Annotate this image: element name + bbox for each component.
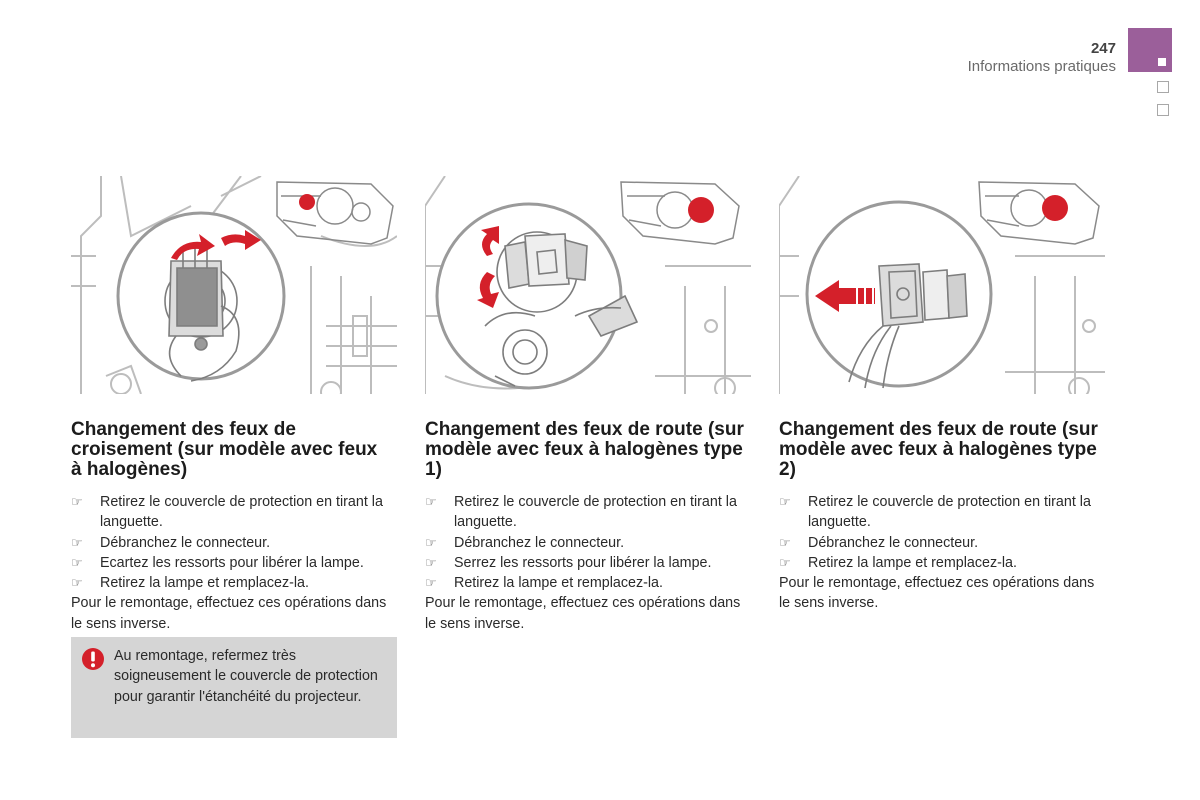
reassembly-note: Pour le remontage, effectuez ces opérations dans le sens inverse. (779, 575, 1095, 612)
list-item: ☞ Retirez la lampe et remplacez-la. (425, 573, 755, 593)
list-item: ☞ Retirez le couvercle de protection en tirant la languette. (71, 494, 383, 531)
pointer-icon: ☞ (425, 534, 437, 550)
chapter-tab-box (1157, 104, 1169, 116)
section-heading: Changement des feux de croisement (sur modèle avec feux à halogènes) (71, 419, 378, 480)
reassembly-note: Pour le remontage, effectuez ces opérations dans le sens inverse. (425, 595, 741, 632)
warning-text: Au remontage, refermez très soigneusement le couvercle de protection pour garantir l'étanchéité du projecteur. (114, 648, 378, 705)
warning-box (71, 637, 397, 738)
list-item: ☞ Retirez le couvercle de protection en tirant la languette. (425, 494, 737, 531)
section-high-beam-type-2 (779, 176, 1109, 614)
page-number: 247 (1090, 40, 1116, 57)
list-item: ☞ Débranchez le connecteur. (425, 533, 755, 553)
list-item: ☞ Ecartez les ressorts pour libérer la lampe. (71, 553, 401, 573)
list-item: ☞ Retirez le couvercle de protection en tirant la languette. (779, 494, 1091, 531)
low-beam-illustration (71, 176, 397, 394)
pointer-icon: ☞ (779, 494, 791, 509)
pointer-icon: ☞ (71, 534, 83, 550)
pointer-icon: ☞ (425, 575, 437, 591)
step-list (779, 492, 1109, 573)
section-heading: Changement des feux de route (sur modèle avec feux à halogènes type 1) (425, 419, 744, 480)
pointer-icon: ☞ (71, 494, 83, 509)
warning-exclamation-icon (81, 647, 105, 671)
section-high-beam-type-1 (425, 176, 755, 634)
list-item: ☞ Serrez les ressorts pour libérer la lampe. (425, 553, 755, 573)
pointer-icon: ☞ (71, 575, 83, 591)
pointer-icon: ☞ (779, 554, 791, 570)
list-item: ☞ Retirez la lampe et remplacez-la. (71, 573, 401, 593)
list-item: ☞ Retirez la lampe et remplacez-la. (779, 553, 1109, 573)
pointer-icon: ☞ (425, 554, 437, 570)
chapter-tab-box (1157, 81, 1169, 93)
section-heading: Changement des feux de route (sur modèle avec feux à halogènes type 2) (779, 419, 1098, 480)
section-low-beam (71, 176, 401, 634)
step-list (425, 492, 755, 593)
chapter-tab-marker (1158, 58, 1166, 66)
high-beam-type-1-illustration (425, 176, 751, 394)
pointer-icon: ☞ (71, 554, 83, 570)
pointer-icon: ☞ (425, 494, 437, 509)
section-title: Informations pratiques (967, 58, 1116, 75)
step-list (71, 492, 401, 593)
reassembly-note: Pour le remontage, effectuez ces opérations dans le sens inverse. (71, 595, 387, 632)
pointer-icon: ☞ (779, 534, 791, 550)
list-item: ☞ Débranchez le connecteur. (779, 533, 1109, 553)
list-item: ☞ Débranchez le connecteur. (71, 533, 401, 553)
high-beam-type-2-illustration (779, 176, 1105, 394)
